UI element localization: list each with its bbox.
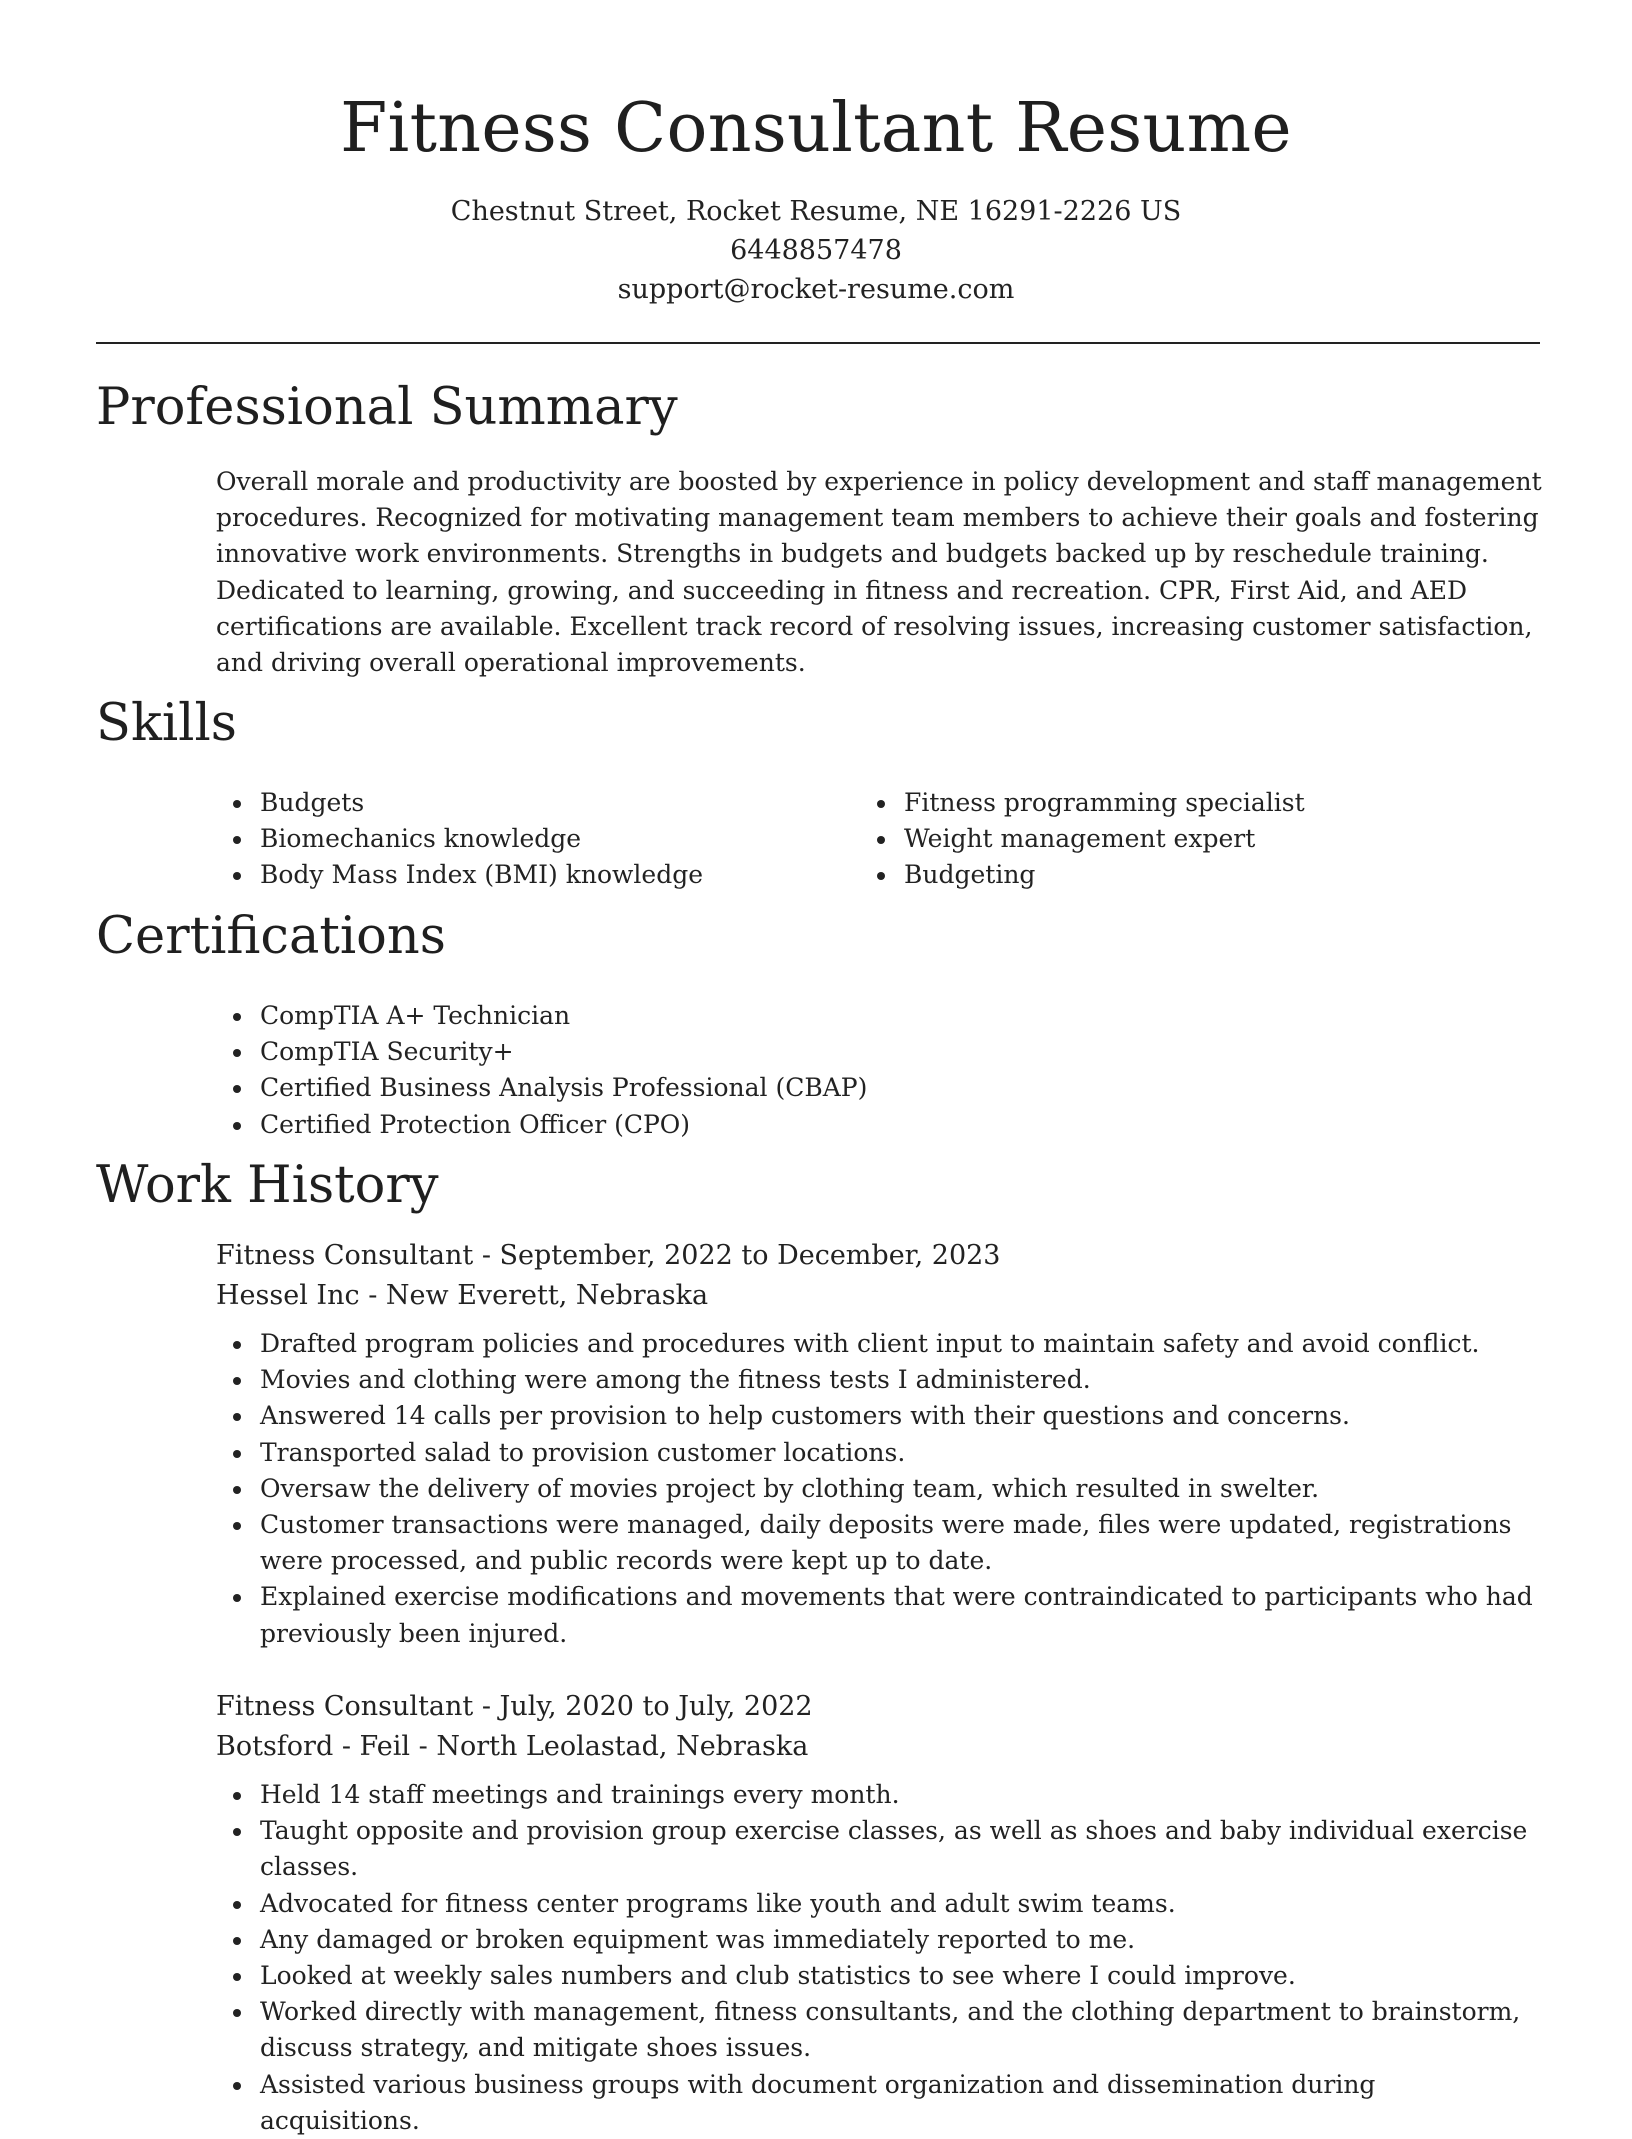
job-duties-list (216, 1777, 1542, 2139)
skill-item: Fitness programming specialist (860, 785, 1480, 821)
job-duty-item: Oversaw the delivery of movies project by clothing team, which resulted in swelter. (216, 1471, 1542, 1507)
skills-heading: Skills (96, 694, 237, 753)
skill-item: Budgets (216, 785, 836, 821)
certifications-heading: Certifications (96, 907, 446, 966)
job-entry (216, 1687, 1542, 2139)
job-duty-item: Looked at weekly sales numbers and club statistics to see where I could improve. (216, 1958, 1542, 1994)
job-duty-item: Taught opposite and provision group exercise classes, as well as shoes and baby individual exercise classes. (216, 1813, 1542, 1885)
skill-item: Biomechanics knowledge (216, 821, 836, 857)
certification-item: Certified Business Analysis Professional (CBAP) (216, 1070, 1516, 1106)
job-duty-item: Drafted program policies and procedures with client input to maintain safety and avoid conflict. (216, 1326, 1542, 1362)
job-duty-item: Worked directly with management, fitness consultants, and the clothing department to brainstorm, discuss strategy, and mitigate shoes issues. (216, 1994, 1542, 2066)
contact-block (0, 192, 1632, 309)
skills-list-right (860, 785, 1480, 894)
certifications-list (216, 998, 1516, 1143)
summary-text: Overall morale and productivity are boosted by experience in policy development and staff management procedures. Recognized for motivating management team members to achieve their goals and fostering innovative work environments. Strengths in budgets and budgets backed up by reschedule training. Dedicated to learning, growing, and succeeding in fitness and recreation. CPR, First Aid, and AED certifications are available. Excellent track record of resolving issues, increasing customer satisfaction, and driving overall operational improvements. (216, 467, 1542, 678)
job-duty-item: Answered 14 calls per provision to help customers with their questions and concerns. (216, 1398, 1542, 1434)
job-duty-item: Advocated for fitness center programs like youth and adult swim teams. (216, 1886, 1542, 1922)
job-duty-item: Assisted various business groups with document organization and dissemination during acquisitions. (216, 2067, 1542, 2139)
job-duty-item: Movies and clothing were among the fitness tests I administered. (216, 1362, 1542, 1398)
job-duty-item: Explained exercise modifications and movements that were contraindicated to participants who had previously been injured. (216, 1579, 1542, 1651)
job-entry (216, 1236, 1542, 1652)
job-duty-item: Held 14 staff meetings and trainings every month. (216, 1777, 1542, 1813)
page-title: Fitness Consultant Resume (340, 89, 1292, 168)
certification-item: Certified Protection Officer (CPO) (216, 1107, 1516, 1143)
header-divider (96, 342, 1540, 344)
phone-text: 6448857478 (730, 235, 902, 266)
job-title: Fitness Consultant - July, 2020 to July, 2022 (216, 1691, 813, 1722)
job-company: Botsford - Feil - North Leolastad, Nebraska (216, 1731, 809, 1762)
certification-item: CompTIA Security+ (216, 1034, 1516, 1070)
address-text: Chestnut Street, Rocket Resume, NE 16291-2226 US (450, 196, 1182, 227)
skill-item: Body Mass Index (BMI) knowledge (216, 857, 836, 893)
job-duty-item: Customer transactions were managed, daily deposits were made, files were updated, registrations were processed, and public records were kept up to date. (216, 1507, 1542, 1579)
job-company: Hessel Inc - New Everett, Nebraska (216, 1280, 709, 1311)
skill-item: Weight management expert (860, 821, 1480, 857)
email-text: support@rocket-resume.com (617, 274, 1015, 305)
work-history-heading: Work History (96, 1156, 439, 1215)
job-title: Fitness Consultant - September, 2022 to December, 2023 (216, 1240, 1001, 1271)
skill-item: Budgeting (860, 857, 1480, 893)
skills-list-left (216, 785, 836, 894)
certification-item: CompTIA A+ Technician (216, 998, 1516, 1034)
job-duty-item: Transported salad to provision customer locations. (216, 1435, 1542, 1471)
job-duties-list (216, 1326, 1542, 1652)
job-duty-item: Any damaged or broken equipment was immediately reported to me. (216, 1922, 1542, 1958)
resume-header (0, 0, 1632, 309)
summary-heading: Professional Summary (96, 378, 678, 437)
